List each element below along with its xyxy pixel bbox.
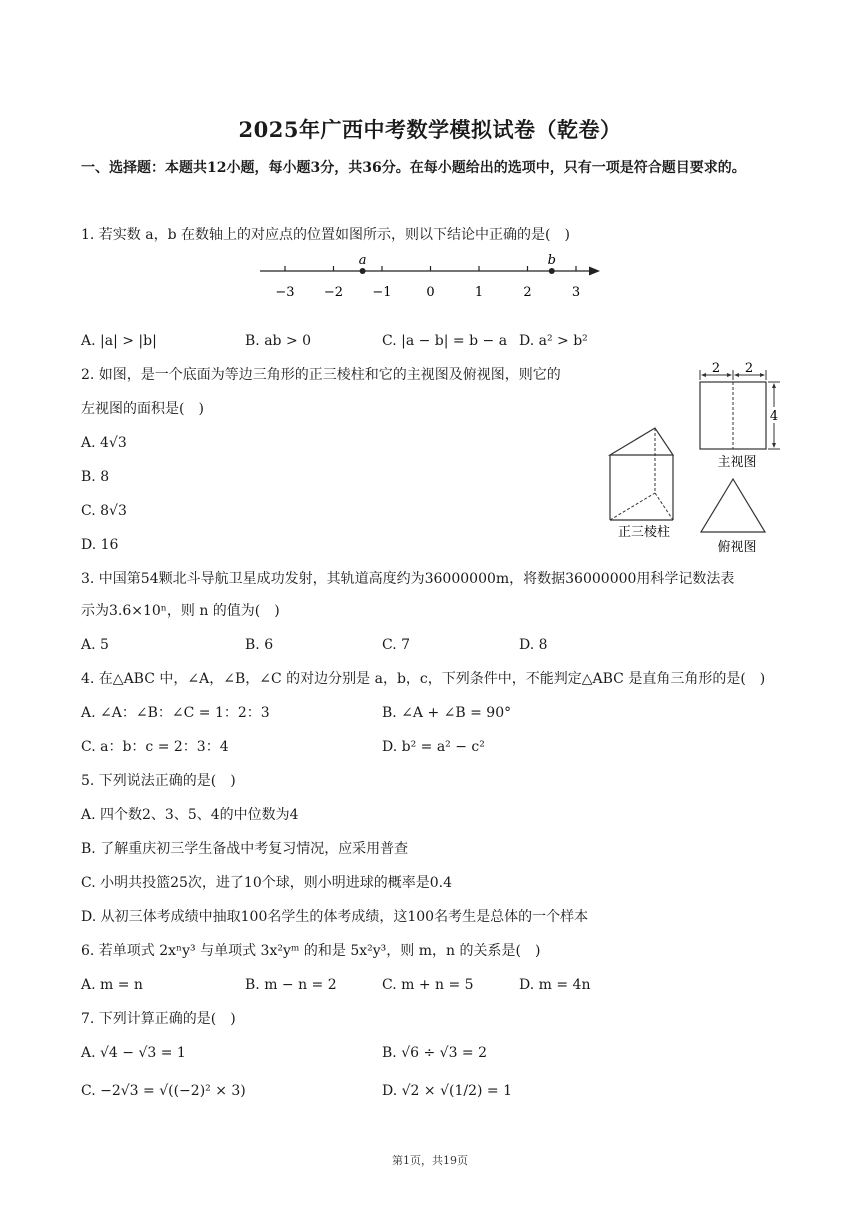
q7-option-b: B. √6 ÷ √3 = 2 bbox=[382, 1045, 488, 1061]
section-heading: 一、选择题：本题共12小题，每小题3分，共36分。在每小题给出的选项中，只有一项是符合题目要求的。 bbox=[81, 160, 746, 176]
page-footer: 第1页，共19页 bbox=[392, 1154, 468, 1167]
question-3-stem-line2: 示为3.6×10ⁿ，则 n 的值为( ) bbox=[81, 603, 280, 619]
prism-figure bbox=[600, 360, 790, 558]
q7-option-d: D. √2 × √(1/2) = 1 bbox=[382, 1083, 512, 1099]
number-line-tick-label: 0 bbox=[426, 285, 435, 300]
q4-option-b: B. ∠A + ∠B = 90° bbox=[382, 705, 512, 721]
number-line-tick-label: −1 bbox=[372, 285, 392, 300]
q1-option-a: A. |a| > |b| bbox=[81, 333, 157, 349]
q5-option-c: C. 小明共投篮25次，进了10个球，则小明进球的概率是0.4 bbox=[81, 875, 453, 891]
question-5-stem: 5. 下列说法正确的是( ) bbox=[81, 773, 236, 789]
point-b bbox=[549, 268, 555, 274]
question-7-stem: 7. 下列计算正确的是( ) bbox=[81, 1011, 236, 1027]
q3-option-c: C. 7 bbox=[382, 637, 411, 653]
q2-option-c: C. 8√3 bbox=[81, 503, 127, 519]
number-line-tick-label: 3 bbox=[571, 285, 581, 300]
q5-option-b: B. 了解重庆初三学生备战中考复习情况，应采用普查 bbox=[81, 841, 409, 857]
number-line-tick-label: −3 bbox=[275, 285, 295, 300]
top-view-label: 俯视图 bbox=[717, 540, 757, 555]
point-b-label: b bbox=[547, 253, 556, 268]
prism-label: 正三棱柱 bbox=[617, 525, 671, 540]
question-1-stem: 1. 若实数 a，b 在数轴上的对应点的位置如图所示，则以下结论中正确的是( ) bbox=[81, 227, 570, 243]
q3-option-b: B. 6 bbox=[245, 637, 274, 653]
dim-right-label: 2 bbox=[744, 361, 754, 376]
q6-option-c: C. m + n = 5 bbox=[382, 977, 474, 993]
dim-left-label: 2 bbox=[711, 361, 721, 376]
q3-option-d: D. 8 bbox=[519, 637, 548, 653]
q6-option-a: A. m = n bbox=[81, 977, 143, 993]
question-2-stem-line2: 左视图的面积是( ) bbox=[81, 401, 204, 417]
point-a-label: a bbox=[358, 253, 367, 268]
question-2-stem-line1: 2. 如图，是一个底面为等边三角形的正三棱柱和它的主视图及俯视图，则它的 bbox=[81, 367, 561, 383]
q4-option-c: C. a：b：c = 2：3：4 bbox=[81, 739, 229, 755]
q1-option-d: D. a² > b² bbox=[519, 333, 588, 349]
q2-option-a: A. 4√3 bbox=[81, 435, 127, 451]
prism-top-face bbox=[610, 428, 673, 455]
q4-option-a: A. ∠A：∠B：∠C = 1：2：3 bbox=[81, 705, 270, 721]
page-title: 2025年广西中考数学模拟试卷（乾卷） bbox=[238, 117, 622, 142]
point-a bbox=[360, 268, 366, 274]
top-view-triangle bbox=[701, 479, 765, 532]
q4-option-d: D. b² = a² − c² bbox=[382, 739, 485, 755]
number-line-figure bbox=[255, 252, 605, 300]
q2-option-b: B. 8 bbox=[81, 469, 110, 485]
q5-option-d: D. 从初三体考成绩中抽取100名学生的体考成绩，这100名考生是总体的一个样本 bbox=[81, 909, 589, 925]
q6-option-b: B. m − n = 2 bbox=[245, 977, 337, 993]
q1-option-b: B. ab > 0 bbox=[245, 333, 312, 349]
number-line-tick-label: 1 bbox=[474, 285, 484, 300]
q2-option-d: D. 16 bbox=[81, 537, 119, 553]
dim-height-label: 4 bbox=[769, 409, 779, 424]
question-3-stem-line1: 3. 中国第54颗北斗导航卫星成功发射，其轨道高度约为36000000m，将数据36000000用科学记数法表 bbox=[81, 571, 735, 587]
question-4-stem: 4. 在△ABC 中，∠A，∠B，∠C 的对边分别是 a，b，c，下列条件中，不能判定△ABC 是直角三角形的是( ) bbox=[81, 671, 766, 687]
q7-option-a: A. √4 − √3 = 1 bbox=[81, 1045, 186, 1061]
q3-option-a: A. 5 bbox=[81, 637, 109, 653]
number-line-tick-label: −2 bbox=[323, 285, 344, 300]
front-view-label: 主视图 bbox=[717, 455, 757, 470]
number-line-tick-label: 2 bbox=[523, 285, 532, 300]
q7-option-c: C. −2√3 = √((−2)² × 3) bbox=[81, 1083, 246, 1099]
number-line-arrow bbox=[589, 267, 600, 276]
question-6-stem: 6. 若单项式 2xⁿy³ 与单项式 3x²yᵐ 的和是 5x²y³，则 m，n 的关系是( ) bbox=[81, 943, 541, 959]
q5-option-a: A. 四个数2、3、5、4的中位数为4 bbox=[81, 807, 299, 823]
q6-option-d: D. m = 4n bbox=[519, 977, 591, 993]
q1-option-c: C. |a − b| = b − a bbox=[382, 333, 508, 349]
